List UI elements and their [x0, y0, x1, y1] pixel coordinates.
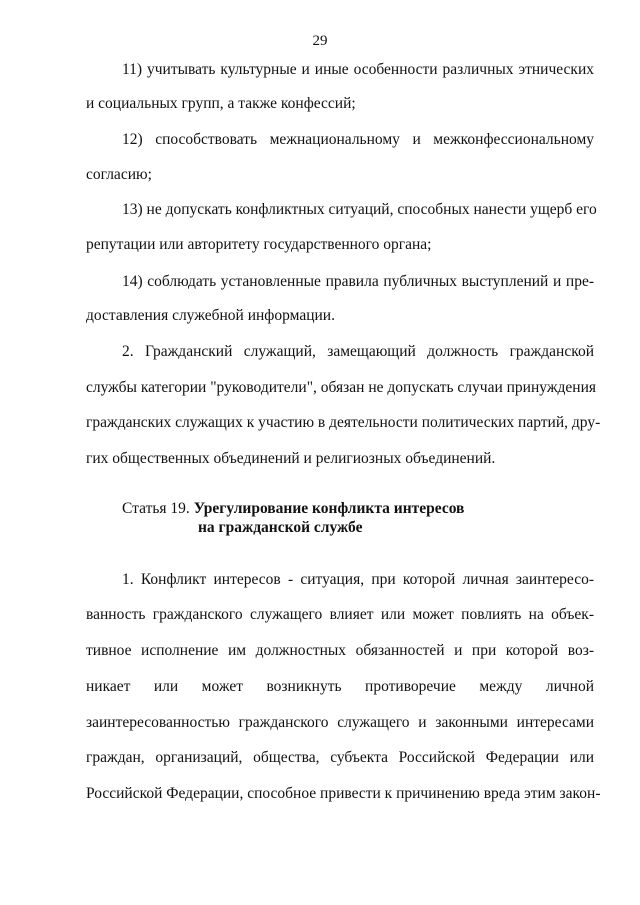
article-title-continued: на гражданской службе [198, 519, 363, 536]
text-line: 1. Конфликт интересов - ситуация, при которой личная заинтересо- [122, 571, 594, 588]
text-line: 14) соблюдать установленные правила публичных выступлений и пре- [122, 273, 594, 290]
article-heading [122, 499, 464, 519]
article-number: Статья 19. [122, 500, 190, 517]
text-line: доставления служебной информации. [86, 307, 335, 324]
text-line: гих общественных объединений и религиозных объединений. [86, 450, 496, 467]
text-line: 11) учитывать культурные и иные особенности различных этнических [122, 61, 594, 78]
text-line: 12) способствовать межнациональному и межконфессиональному [122, 131, 594, 148]
text-line: 13) не допускать конфликтных ситуаций, способных нанести ущерб его [122, 201, 597, 218]
text-line: Российской Федерации, способное привести к причинению вреда этим закон- [86, 785, 601, 802]
text-line: граждан, организаций, общества, субъекта Российской Федерации или [86, 749, 594, 766]
text-line: службы категории "руководители", обязан не допускать случаи принуждения [86, 379, 597, 396]
text-line: и социальных групп, а также конфессий; [86, 95, 356, 112]
text-line: ванность гражданского служащего влияет или может повлиять на объек- [86, 606, 594, 623]
text-line: 2. Гражданский служащий, замещающий должность гражданской [122, 343, 594, 360]
text-line: никает или может возникнуть противоречие между личной [86, 678, 594, 695]
text-line: репутации или авторитету государственного органа; [86, 236, 432, 253]
article-title: Урегулирование конфликта интересов [193, 500, 465, 517]
page-number: 29 [312, 33, 328, 49]
text-line: гражданских служащих к участию в деятельности политических партий, дру- [86, 414, 601, 431]
text-line: заинтересованностью гражданского служащего и законными интересами [86, 714, 594, 731]
text-line: тивное исполнение им должностных обязанностей и при которой воз- [86, 642, 594, 659]
text-line: согласию; [86, 166, 152, 183]
